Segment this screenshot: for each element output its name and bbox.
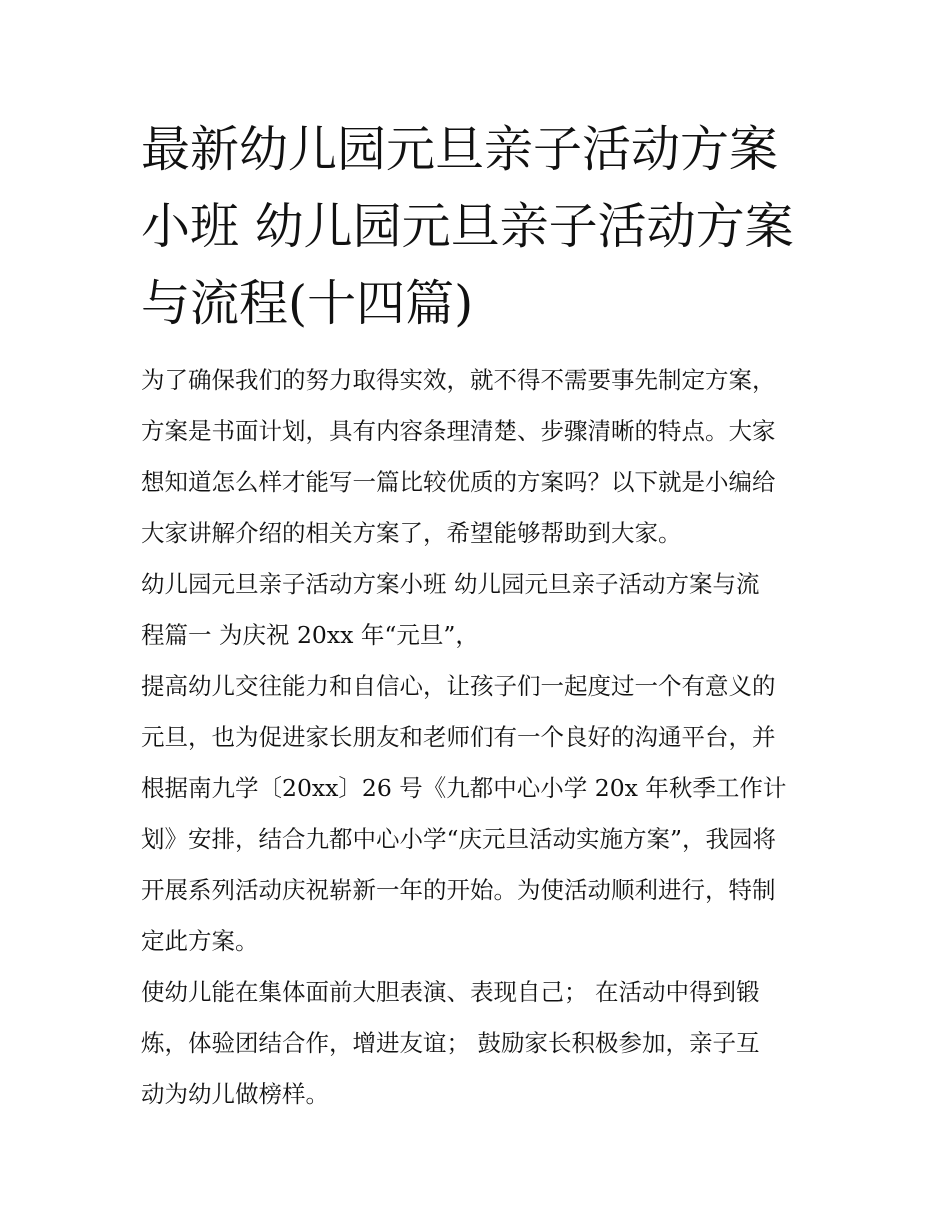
text-line: 方案是书面计划，具有内容条理清楚、步骤清晰的特点。大家 (141, 417, 776, 445)
goals-paragraph (141, 967, 821, 1120)
title-line: 最新幼儿园元旦亲子活动方案 (141, 121, 779, 178)
intro-paragraph (141, 355, 821, 559)
text-line: 动为幼儿做榜样。 (141, 1080, 329, 1108)
text-line: 程篇一 为庆祝 20xx 年“元旦”， (141, 621, 479, 649)
text-line: 提高幼儿交往能力和自信心，让孩子们一起度过一个有意义的 (141, 672, 776, 700)
purpose-paragraph (141, 661, 821, 967)
title-line: 小班 幼儿园元旦亲子活动方案 (141, 198, 794, 255)
text-line: 幼儿园元旦亲子活动方案小班 幼儿园元旦亲子活动方案与流 (141, 570, 760, 598)
text-line: 根据南九学〔20xx〕26 号《九都中心小学 20x 年秋季工作计 (141, 774, 787, 802)
text-line: 想知道怎么样才能写一篇比较优质的方案吗？以下就是小编给 (141, 468, 776, 496)
text-line: 大家讲解介绍的相关方案了，希望能够帮助到大家。 (141, 519, 682, 547)
text-line: 元旦，也为促进家长朋友和老师们有一个良好的沟通平台，并 (141, 723, 776, 751)
text-line: 为了确保我们的努力取得实效，就不得不需要事先制定方案， (141, 366, 776, 394)
text-line: 定此方案。 (141, 927, 259, 955)
section-heading-paragraph (141, 559, 821, 661)
document-title (141, 111, 821, 342)
title-line: 与流程(十四篇) (141, 275, 474, 332)
text-line: 使幼儿能在集体面前大胆表演、表现自己； 在活动中得到锻 (141, 978, 760, 1006)
text-line: 划》安排，结合九都中心小学“庆元旦活动实施方案”，我园将 (141, 825, 777, 853)
text-line: 炼，体验团结合作，增进友谊； 鼓励家长积极参加，亲子互 (141, 1029, 760, 1057)
text-line: 开展系列活动庆祝崭新一年的开始。为使活动顺利进行，特制 (141, 876, 776, 904)
